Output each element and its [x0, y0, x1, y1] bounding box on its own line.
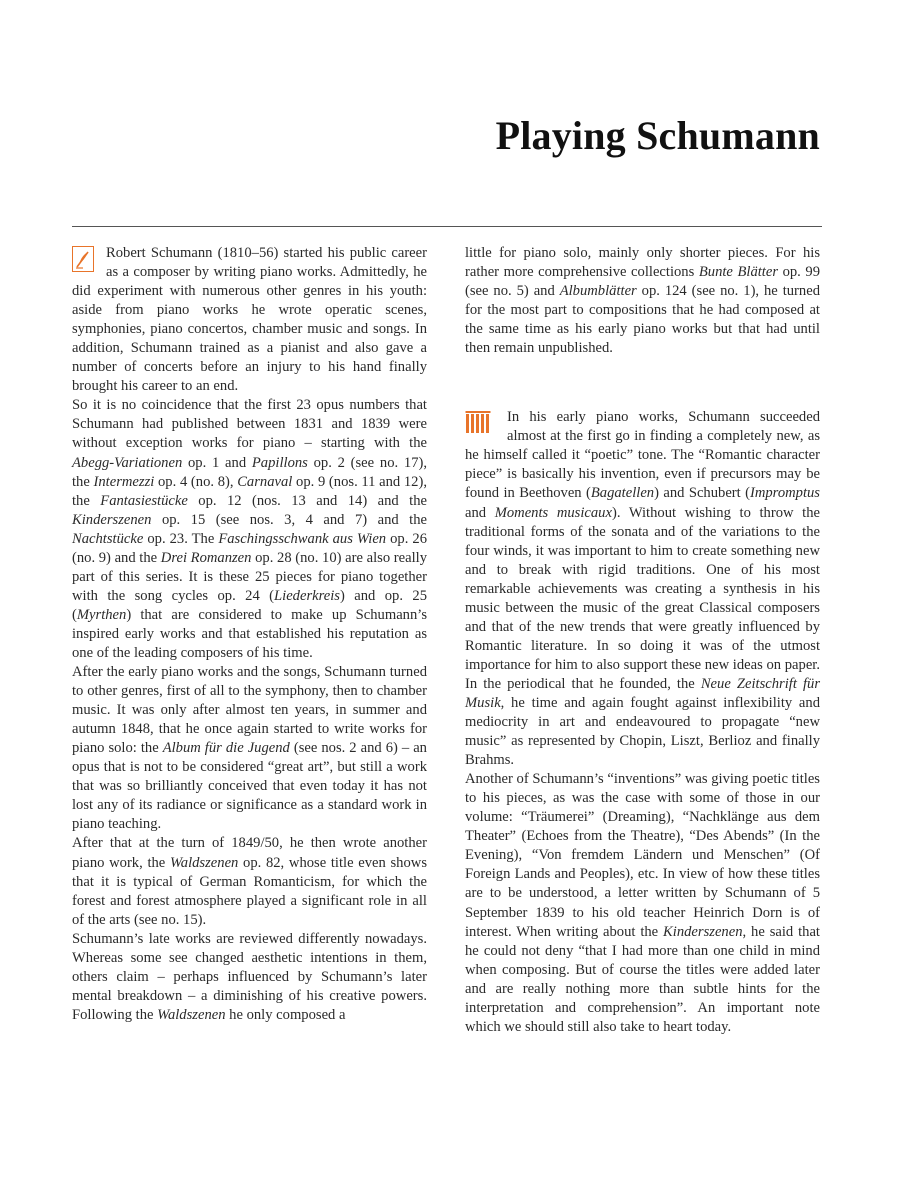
paragraph: In his early piano works, Schumann succeeded almost at the first go in finding a completely new, as he himself called it “poetic” tone. The “Romantic character piece” is basically his invention, even if precursors may be found in Beethoven (Bagatellen) and Schubert (Impromptus and Moments musicaux). Without wishing to throw the traditional forms of the sonata and of the variations to the four winds, it was important to him to create something new and to break with rigid traditions. One of his most remarkable achievements was creating a synthesis in his music between the music of the great Classical composers and that of the new trends that were greatly influenced by Romantic literature. In so doing it was of the utmost importance for him to also support these new ideas on paper. In the periodical that he founded, the Neue Zeitschrift für Musik, he time and again fought against inflexibility and mediocrity in art and endeavoured to propagate “new music” as represented by Chopin, Liszt, Berlioz and finally Brahms.	[465, 409, 820, 769]
title-divider	[72, 226, 822, 227]
paragraph: After the early piano works and the songs, Schumann turned to other genres, first of all to the symphony, then to chamber music. It was only after almost ten years, in summer and autumn 1848, that he once again started to write works for piano solo: the Album für die Jugend (see nos. 2 and 6) – an opus that is not to be considered “great art”, but still a work that was so brilliantly conceived that even today it has not lost any of its radiance or significance as a standard work in piano teaching.	[72, 664, 427, 833]
paragraph: After that at the turn of 1849/50, he then wrote another piano work, the Waldszenen op. 82, whose title even shows that it is typical of German Romanticism, for which the forest and forest atmosphere played a significant role in all of the arts (see no. 15).	[72, 835, 427, 928]
paragraph: Robert Schumann (1810–56) started his public career as a composer by writing piano works. Admittedly, he did experiment with numerous other genres in his youth: aside from piano works he wrote operatic scenes, symphonies, piano concertos, chamber music and songs. In addition, Schumann trained as a pianist and also gave a number of concerts before an injury to his hand finally brought his career to an end.	[72, 245, 427, 395]
piano-keys-icon	[465, 410, 493, 436]
right-column	[465, 244, 820, 1037]
paragraph: little for piano solo, mainly only shorter pieces. For his rather more comprehensive collections Bunte Blätter op. 99 (see no. 5) and Albumblätter op. 124 (see no. 1), he turned for the most part to compositions that he had composed at the same time as his early piano works but that had until then remain unpublished.	[465, 245, 820, 357]
paragraph: Another of Schumann’s “inventions” was giving poetic titles to his pieces, as was the case with some of those in our volume: “Träumerei” (Dreaming), “Nachklänge aus dem Theater” (Echoes from the Theatre), “Des Abends” (In the Evening), “Von fremdem Ländern und Menschen” (Of Foreign Lands and Peoples), etc. In view of how these titles are to be understood, a letter written by Schumann of 5 September 1839 to his old teacher Heinrich Dorn is of interest. When writing about the Kinderszenen, he said that he could not deny “that I had more than one child in mind when composing. But of course the titles were added later and are really nothing more than subtle hints for the interpretation and comprehension”. An important note which we should still also take to heart today.	[465, 771, 820, 1035]
quill-pen-icon	[72, 246, 94, 272]
left-column	[72, 244, 427, 1025]
page-title: Playing Schumann	[495, 113, 820, 158]
paragraph: Schumann’s late works are reviewed differently nowadays. Whereas some see changed aesthetic intentions in them, others claim – perhaps influenced by Schumann’s later mental breakdown – a diminishing of his creative powers. Following the Waldszenen he only composed a	[72, 930, 427, 1023]
paragraph: So it is no coincidence that the first 23 opus numbers that Schumann had published between 1831 and 1839 were without exception works for piano – starting with the Abegg-Variationen op. 1 and Papillons op. 2 (see no. 17), the Intermezzi op. 4 (no. 8), Carnaval op. 9 (nos. 11 and 12), the Fantasiestücke op. 12 (nos. 13 and 14) and the Kinderszenen op. 15 (see nos. 3, 4 and 7) and the Nachtstücke op. 23. The Faschingsschwank aus Wien op. 26 (no. 9) and the Drei Romanzen op. 28 (no. 10) are also really part of this series. It is these 25 pieces for piano together with the song cycles op. 24 (Liederkreis) and op. 25 (Myrthen) that are considered to make up Schumann’s inspired early works and that established his reputation as one of the leading composers of his time.	[72, 397, 427, 661]
